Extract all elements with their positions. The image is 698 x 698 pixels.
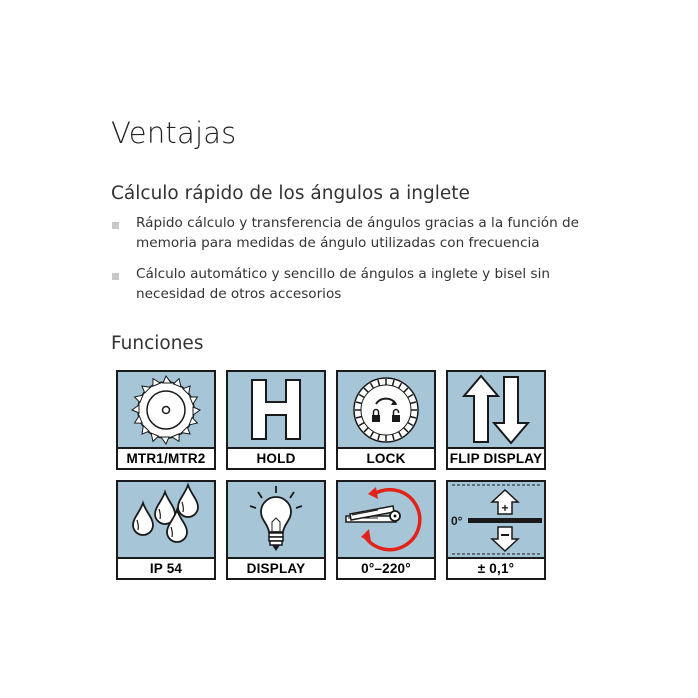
- angle-range-icon: [338, 482, 434, 557]
- lock-dial-icon: [338, 372, 434, 447]
- zero-degree-text: 0°: [451, 514, 463, 528]
- feature-label: FLIP DISPLAY: [449, 451, 543, 466]
- benefit-list: [111, 214, 611, 316]
- list-item-text: Rápido cálculo y transferencia de ángulos gracias a la función de memoria para medidas de ángulo utilizadas con frecuencia: [136, 215, 579, 251]
- feature-label: MTR1/MTR2: [126, 451, 206, 466]
- feature-tile-hold: [226, 370, 326, 470]
- feature-label: HOLD: [256, 451, 296, 466]
- bullet-square-icon: [112, 222, 119, 229]
- page-title: Ventajas: [111, 116, 237, 150]
- feature-tile-precision: [446, 480, 546, 580]
- feature-label: DISPLAY: [246, 561, 306, 576]
- functions-title: Funciones: [111, 333, 204, 354]
- feature-label: ± 0,1°: [477, 561, 515, 576]
- feature-tile-flip-display: [446, 370, 546, 470]
- list-item: [111, 265, 611, 304]
- feature-tile-mtr: [116, 370, 216, 470]
- water-drops-icon: [118, 482, 214, 557]
- feature-label: IP 54: [149, 561, 183, 576]
- list-item: [111, 214, 611, 253]
- feature-tile-display: [226, 480, 326, 580]
- precision-icon: [448, 482, 544, 557]
- hold-h-icon: [228, 372, 324, 447]
- light-bulb-icon: [228, 482, 324, 557]
- list-item-text: Cálculo automático y sencillo de ángulos a inglete y bisel sin necesidad de otros accesorios: [136, 266, 550, 302]
- feature-tile-lock: [336, 370, 436, 470]
- feature-label: LOCK: [366, 451, 406, 466]
- saw-blade-icon: [118, 372, 214, 447]
- bullet-square-icon: [112, 273, 119, 280]
- svg-text:+: +: [501, 501, 509, 515]
- feature-tile-ip54: [116, 480, 216, 580]
- section-title: Cálculo rápido de los ángulos a inglete: [111, 183, 470, 204]
- feature-tile-angle-range: [336, 480, 436, 580]
- flip-arrows-icon: [448, 372, 544, 447]
- feature-label: 0°–220°: [361, 561, 411, 576]
- feature-grid: [116, 370, 546, 580]
